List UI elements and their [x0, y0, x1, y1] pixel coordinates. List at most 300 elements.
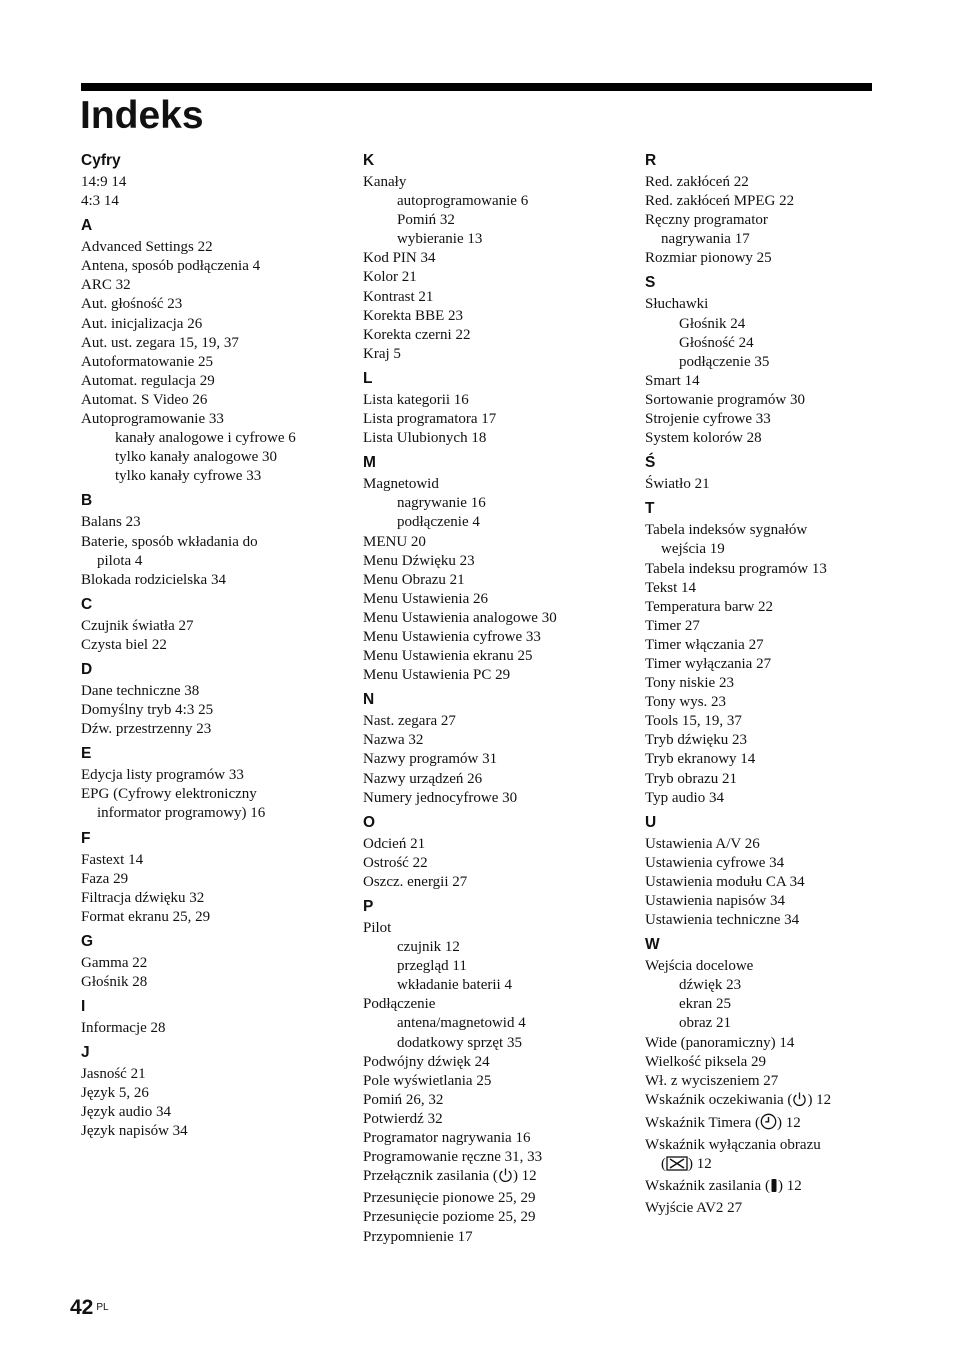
entry-text: Red. zakłóceń MPEG 22: [645, 193, 795, 210]
entry-text: Lista Ulubionych 18: [363, 430, 487, 447]
index-entry: [363, 628, 638, 647]
timer-icon: [760, 1113, 777, 1136]
entry-text: Tony niskie 23: [645, 675, 734, 692]
index-subentry: [81, 448, 356, 467]
index-entry: [81, 571, 356, 590]
index-entry: [363, 552, 638, 571]
entry-text: Nazwa 32: [363, 732, 424, 749]
section-heading: C: [81, 595, 93, 613]
index-entry: [81, 276, 356, 295]
entry-page-ref: ) 12: [776, 1114, 801, 1131]
index-entry: [363, 731, 638, 750]
entry-text: Kraj 5: [363, 345, 401, 362]
index-entry: [645, 173, 920, 192]
entry-text: Tryb ekranowy 14: [645, 751, 756, 768]
entry-text: Wskaźnik wyłączania obrazu: [645, 1137, 821, 1154]
index-entry: [363, 873, 638, 892]
index-entry: [81, 295, 356, 314]
index-entry: [81, 1103, 356, 1122]
index-entry: [81, 173, 356, 192]
section-heading: G: [81, 932, 94, 950]
index-entry: [81, 192, 356, 211]
entry-text: Lista kategorii 16: [363, 391, 469, 408]
index-entry: [363, 835, 638, 854]
index-entry: [645, 579, 920, 598]
entry-text: Tryb dźwięku 23: [645, 732, 747, 749]
entry-text: Tools 15, 19, 37: [645, 713, 742, 730]
index-entry: [81, 617, 356, 636]
index-entry: [363, 770, 638, 789]
entry-text: Aut. ust. zegara 15, 19, 37: [81, 334, 239, 351]
entry-text: Advanced Settings 22: [81, 239, 213, 256]
index-entry: [81, 701, 356, 720]
entry-text: Sortowanie programów 30: [645, 391, 805, 408]
index-entry: [645, 211, 920, 249]
index-entry: [645, 617, 920, 636]
index-entry: [363, 666, 638, 685]
entry-text: Wskaźnik Timera (: [645, 1114, 760, 1131]
index-subentry: [645, 353, 920, 372]
entry-text: Światło 21: [645, 476, 710, 493]
index-entry: [363, 391, 638, 410]
index-entry: [363, 1228, 638, 1247]
entry-text: Temperatura barw 22: [645, 598, 774, 615]
entry-text: Ręczny programator: [645, 212, 768, 229]
entry-text: antena/magnetowid 4: [397, 1015, 526, 1032]
entry-text: Nazwy programów 31: [363, 751, 498, 768]
entry-text: Automat. regulacja 29: [81, 372, 215, 389]
index-entry: [81, 410, 356, 429]
index-entry: [645, 598, 920, 617]
index-entry: [645, 655, 920, 674]
entry-text: Aut. głośność 23: [81, 296, 183, 313]
index-subentry: [645, 995, 920, 1014]
entry-text: Wskaźnik zasilania (: [645, 1178, 770, 1195]
index-entry: [363, 429, 638, 448]
entry-text: Automat. S Video 26: [81, 391, 208, 408]
entry-text: obraz 21: [679, 1015, 732, 1032]
index-entry: [645, 789, 920, 808]
index-entry: [645, 1177, 920, 1199]
entry-text: Ustawienia cyfrowe 34: [645, 854, 785, 871]
index-entry: [645, 560, 920, 579]
index-entry: [81, 682, 356, 701]
entry-text: Strojenie cyfrowe 33: [645, 411, 771, 428]
entry-page-ref: ) 12: [512, 1168, 537, 1185]
index-entry: [81, 513, 356, 532]
entry-text: Tekst 14: [645, 579, 697, 596]
index-entry: [645, 475, 920, 494]
entry-text: System kolorów 28: [645, 430, 762, 447]
entry-text: Wielkość piksela 29: [645, 1053, 767, 1070]
entry-text: Wyjście AV2 27: [645, 1200, 743, 1217]
entry-text: Głośność 24: [679, 334, 754, 351]
index-entry: [363, 1110, 638, 1129]
entry-text: Głośnik 24: [679, 315, 746, 332]
index-subentry: [645, 1014, 920, 1033]
index-entry: [645, 1034, 920, 1053]
entry-text: Pilot: [363, 920, 392, 936]
entry-text: Tabela indeksu programów 13: [645, 560, 827, 577]
entry-text: Autoformatowanie 25: [81, 353, 214, 370]
entry-continuation: [81, 552, 356, 571]
section-heading: F: [81, 829, 91, 847]
entry-text: Red. zakłóceń 22: [645, 174, 749, 190]
entry-page-ref: ) 12: [807, 1091, 832, 1108]
entry-text: 14:9 14: [81, 174, 127, 190]
section-heading: Ś: [645, 454, 656, 472]
entry-text: Kanały: [363, 174, 407, 190]
index-entry: [81, 973, 356, 992]
power-icon: [792, 1091, 807, 1113]
index-entry: [645, 1113, 920, 1136]
entry-text: Antena, sposób podłączenia 4: [81, 258, 261, 275]
entry-text: Menu Ustawienia 26: [363, 590, 488, 607]
entry-text: kanały analogowe i cyfrowe 6: [115, 430, 296, 447]
entry-text: Pomiń 26, 32: [363, 1091, 444, 1108]
section-heading: W: [645, 936, 660, 954]
entry-continuation: [81, 804, 356, 823]
entry-text: Przypomnienie 17: [363, 1228, 473, 1245]
entry-text: Pole wyświetlania 25: [363, 1072, 492, 1089]
entry-text: Tony wys. 23: [645, 694, 727, 711]
entry-text: Programowanie ręczne 31, 33: [363, 1149, 543, 1166]
index-entry: [81, 870, 356, 889]
index-entry: [645, 410, 920, 429]
entry-text: Magnetowid: [363, 476, 439, 493]
index-entry: [363, 1053, 638, 1072]
entry-text: Programator nagrywania 16: [363, 1130, 531, 1147]
entry-text: Menu Dźwięku 23: [363, 552, 475, 569]
entry-text: Odcień 21: [363, 835, 426, 852]
entry-text: Rozmiar pionowy 25: [645, 250, 772, 267]
index-entry: [363, 410, 638, 429]
index-subentry: [645, 334, 920, 353]
index-subentry: [81, 467, 356, 486]
index-entry: [645, 391, 920, 410]
continuation-text: wejścia 19: [661, 541, 725, 558]
index-entry: [645, 854, 920, 873]
index-entry: [363, 609, 638, 628]
index-entry: [645, 295, 920, 314]
index-entry: [363, 919, 638, 938]
index-entry: [363, 173, 638, 192]
entry-text: Faza 29: [81, 870, 129, 887]
entry-text: 4:3 14: [81, 193, 119, 210]
section-heading: T: [645, 500, 655, 518]
index-entry: [363, 1208, 638, 1227]
entry-text: Timer 27: [645, 617, 700, 634]
entry-text: Przesunięcie poziome 25, 29: [363, 1209, 536, 1226]
index-subentry: [363, 230, 638, 249]
index-entry: [363, 571, 638, 590]
entry-text: Wskaźnik oczekiwania (: [645, 1091, 793, 1108]
index-entry: [363, 533, 638, 552]
index-entry: [363, 288, 638, 307]
entry-text: tylko kanały cyfrowe 33: [115, 468, 262, 485]
section-heading: R: [645, 152, 657, 169]
entry-text: przegląd 11: [397, 958, 467, 975]
entry-continuation: [645, 1155, 920, 1177]
index-entry: [81, 372, 356, 391]
index-entry: [81, 1019, 356, 1038]
power-icon: [498, 1167, 513, 1189]
index-entry: [81, 720, 356, 739]
index-entry: [645, 1199, 920, 1218]
power-indicator-icon: [770, 1178, 778, 1199]
section-heading: Cyfry: [81, 152, 121, 169]
section-heading: N: [363, 691, 375, 709]
index-entry: [81, 889, 356, 908]
index-entry: [363, 345, 638, 364]
entry-page-ref: ) 12: [688, 1156, 712, 1173]
index-subentry: [363, 976, 638, 995]
index-column-2: [363, 151, 638, 1247]
entry-text: wybieranie 13: [397, 231, 483, 248]
index-column-1: [81, 151, 356, 1142]
section-heading: J: [81, 1044, 90, 1062]
index-entry: [645, 372, 920, 391]
index-subentry: [645, 976, 920, 995]
section-heading: D: [81, 660, 93, 678]
index-entry: [645, 693, 920, 712]
entry-text: Potwierdź 32: [363, 1110, 443, 1127]
entry-text: Nazwy urządzeń 26: [363, 770, 483, 787]
index-entry: [645, 957, 920, 976]
index-entry: [645, 192, 920, 211]
index-entry: [81, 785, 356, 823]
index-entry: [645, 835, 920, 854]
entry-text: Czujnik światła 27: [81, 617, 194, 634]
continuation-text: (: [661, 1156, 666, 1173]
index-entry: [645, 731, 920, 750]
index-entry: [363, 1072, 638, 1091]
index-entry: [363, 1091, 638, 1110]
entry-text: Korekta BBE 23: [363, 307, 463, 324]
index-entry: [363, 1129, 638, 1148]
entry-text: Ustawienia A/V 26: [645, 835, 760, 852]
index-entry: [645, 249, 920, 268]
index-entry: [363, 249, 638, 268]
picture-off-icon: [666, 1156, 688, 1177]
index-entry: [645, 1053, 920, 1072]
index-entry: [363, 1148, 638, 1167]
index-entry: [81, 533, 356, 571]
entry-text: Timer wyłączania 27: [645, 655, 772, 672]
entry-text: Balans 23: [81, 514, 141, 531]
entry-text: Przełącznik zasilania (: [363, 1168, 498, 1185]
entry-text: Jasność 21: [81, 1066, 146, 1083]
entry-continuation: [645, 230, 920, 249]
index-entry: [645, 636, 920, 655]
entry-text: Podłączenie: [363, 996, 436, 1013]
index-entry: [81, 334, 356, 353]
entry-text: Format ekranu 25, 29: [81, 908, 211, 925]
entry-text: wkładanie baterii 4: [397, 977, 512, 994]
continuation-text: informator programowy) 16: [97, 805, 266, 822]
entry-text: Lista programatora 17: [363, 411, 497, 428]
index-entry: [645, 911, 920, 930]
index-entry: [363, 307, 638, 326]
entry-text: Ustawienia techniczne 34: [645, 912, 800, 929]
section-heading: P: [363, 898, 374, 915]
index-column-3: [645, 151, 920, 1218]
index-entry: [81, 954, 356, 973]
page-number: 42: [70, 1296, 94, 1319]
entry-text: Głośnik 28: [81, 974, 148, 990]
index-entry: [645, 1136, 920, 1177]
index-entry: [363, 750, 638, 769]
index-entry: [81, 1084, 356, 1103]
entry-text: Wejścia docelowe: [645, 958, 754, 975]
index-entry: [363, 647, 638, 666]
index-entry: [645, 892, 920, 911]
entry-text: MENU 20: [363, 533, 426, 550]
entry-text: Gamma 22: [81, 954, 148, 971]
index-subentry: [363, 1014, 638, 1033]
entry-text: Filtracja dźwięku 32: [81, 889, 205, 906]
section-heading: K: [363, 152, 375, 169]
entry-text: Wł. z wyciszeniem 27: [645, 1072, 779, 1089]
entry-text: Ostrość 22: [363, 854, 428, 871]
section-heading: M: [363, 454, 376, 472]
index-subentry: [81, 429, 356, 448]
section-heading: U: [645, 813, 657, 831]
entry-text: czujnik 12: [397, 939, 460, 956]
index-entry: [363, 326, 638, 345]
index-entry: [81, 391, 356, 410]
index-entry: [645, 873, 920, 892]
entry-text: Język 5, 26: [81, 1085, 149, 1102]
entry-text: Menu Ustawienia ekranu 25: [363, 648, 533, 665]
index-entry: [81, 353, 356, 372]
entry-text: Kolor 21: [363, 269, 417, 286]
entry-text: Domyślny tryb 4:3 25: [81, 702, 214, 719]
entry-text: Aut. inicjalizacja 26: [81, 315, 203, 332]
index-subentry: [645, 315, 920, 334]
entry-text: Typ audio 34: [645, 789, 724, 806]
index-entry: [645, 429, 920, 448]
page-language: PL: [96, 1302, 109, 1313]
section-heading: A: [81, 217, 93, 235]
entry-page-ref: ) 12: [777, 1178, 802, 1195]
entry-text: Słuchawki: [645, 296, 709, 313]
index-entry: [645, 1091, 920, 1113]
index-entry: [363, 854, 638, 873]
index-entry: [363, 995, 638, 1014]
index-entry: [81, 636, 356, 655]
index-subentry: [363, 513, 638, 532]
index-entry: [81, 1065, 356, 1084]
index-entry: [81, 315, 356, 334]
entry-text: Baterie, sposób wkładania do: [81, 533, 258, 550]
index-entry: [363, 268, 638, 287]
entry-text: Czysta biel 22: [81, 636, 167, 653]
index-entry: [81, 1122, 356, 1141]
entry-text: tylko kanały analogowe 30: [115, 449, 278, 466]
header-rule: [81, 83, 872, 91]
entry-text: Ustawienia napisów 34: [645, 893, 785, 909]
entry-text: Dane techniczne 38: [81, 682, 200, 699]
page-footer: [70, 1296, 109, 1320]
index-entry: [81, 851, 356, 870]
entry-text: Timer włączania 27: [645, 636, 764, 653]
index-entry: [645, 674, 920, 693]
entry-text: Kontrast 21: [363, 288, 434, 305]
entry-text: Oszcz. energii 27: [363, 873, 468, 890]
index-subentry: [363, 494, 638, 513]
entry-text: Język napisów 34: [81, 1123, 188, 1140]
entry-text: Kod PIN 34: [363, 250, 436, 267]
entry-text: Blokada rodzicielska 34: [81, 571, 226, 588]
entry-text: Dźw. przestrzenny 23: [81, 721, 212, 738]
index-subentry: [363, 211, 638, 230]
index-entry: [645, 750, 920, 769]
entry-text: dźwięk 23: [679, 977, 742, 994]
entry-text: Tryb obrazu 21: [645, 770, 737, 787]
section-heading: B: [81, 492, 93, 510]
index-entry: [363, 789, 638, 808]
index-entry: [363, 1189, 638, 1208]
entry-text: Autoprogramowanie 33: [81, 411, 224, 428]
section-heading: I: [81, 998, 86, 1016]
index-entry: [81, 766, 356, 785]
entry-text: Korekta czerni 22: [363, 326, 471, 343]
entry-text: Język audio 34: [81, 1104, 171, 1121]
entry-text: Podwójny dźwięk 24: [363, 1053, 490, 1070]
entry-text: podłączenie 4: [397, 514, 480, 531]
section-heading: L: [363, 369, 373, 387]
entry-text: ARC 32: [81, 277, 131, 294]
index-entry: [81, 238, 356, 257]
index-entry: [363, 475, 638, 494]
index-entry: [363, 590, 638, 609]
index-entry: [645, 521, 920, 559]
entry-text: podłączenie 35: [679, 353, 770, 370]
entry-text: autoprogramowanie 6: [397, 193, 529, 210]
entry-text: EPG (Cyfrowy elektroniczny: [81, 786, 257, 803]
index-subentry: [363, 1034, 638, 1053]
entry-text: Nast. zegara 27: [363, 713, 456, 730]
entry-text: Informacje 28: [81, 1020, 166, 1037]
entry-text: Smart 14: [645, 372, 700, 389]
entry-text: Numery jednocyfrowe 30: [363, 789, 518, 806]
index-entry: [645, 712, 920, 731]
index-subentry: [363, 957, 638, 976]
entry-text: Menu Ustawienia analogowe 30: [363, 609, 557, 626]
section-heading: S: [645, 274, 656, 292]
section-heading: O: [363, 813, 376, 831]
entry-text: Tabela indeksów sygnałów: [645, 522, 808, 539]
entry-text: Menu Obrazu 21: [363, 571, 465, 588]
entry-text: Przesunięcie pionowe 25, 29: [363, 1190, 536, 1207]
page-title: Indeks: [80, 94, 204, 137]
index-subentry: [363, 192, 638, 211]
entry-text: nagrywanie 16: [397, 495, 486, 512]
entry-text: ekran 25: [679, 996, 732, 1013]
entry-text: Fastext 14: [81, 851, 144, 868]
index-entry: [645, 770, 920, 789]
index-entry: [81, 257, 356, 276]
continuation-text: pilota 4: [97, 552, 143, 569]
entry-text: Menu Ustawienia cyfrowe 33: [363, 628, 541, 645]
index-entry: [81, 908, 356, 927]
section-heading: E: [81, 745, 92, 763]
index-entry: [363, 712, 638, 731]
entry-text: Pomiń 32: [397, 212, 455, 229]
entry-text: dodatkowy sprzęt 35: [397, 1034, 522, 1051]
continuation-text: nagrywania 17: [661, 231, 750, 248]
